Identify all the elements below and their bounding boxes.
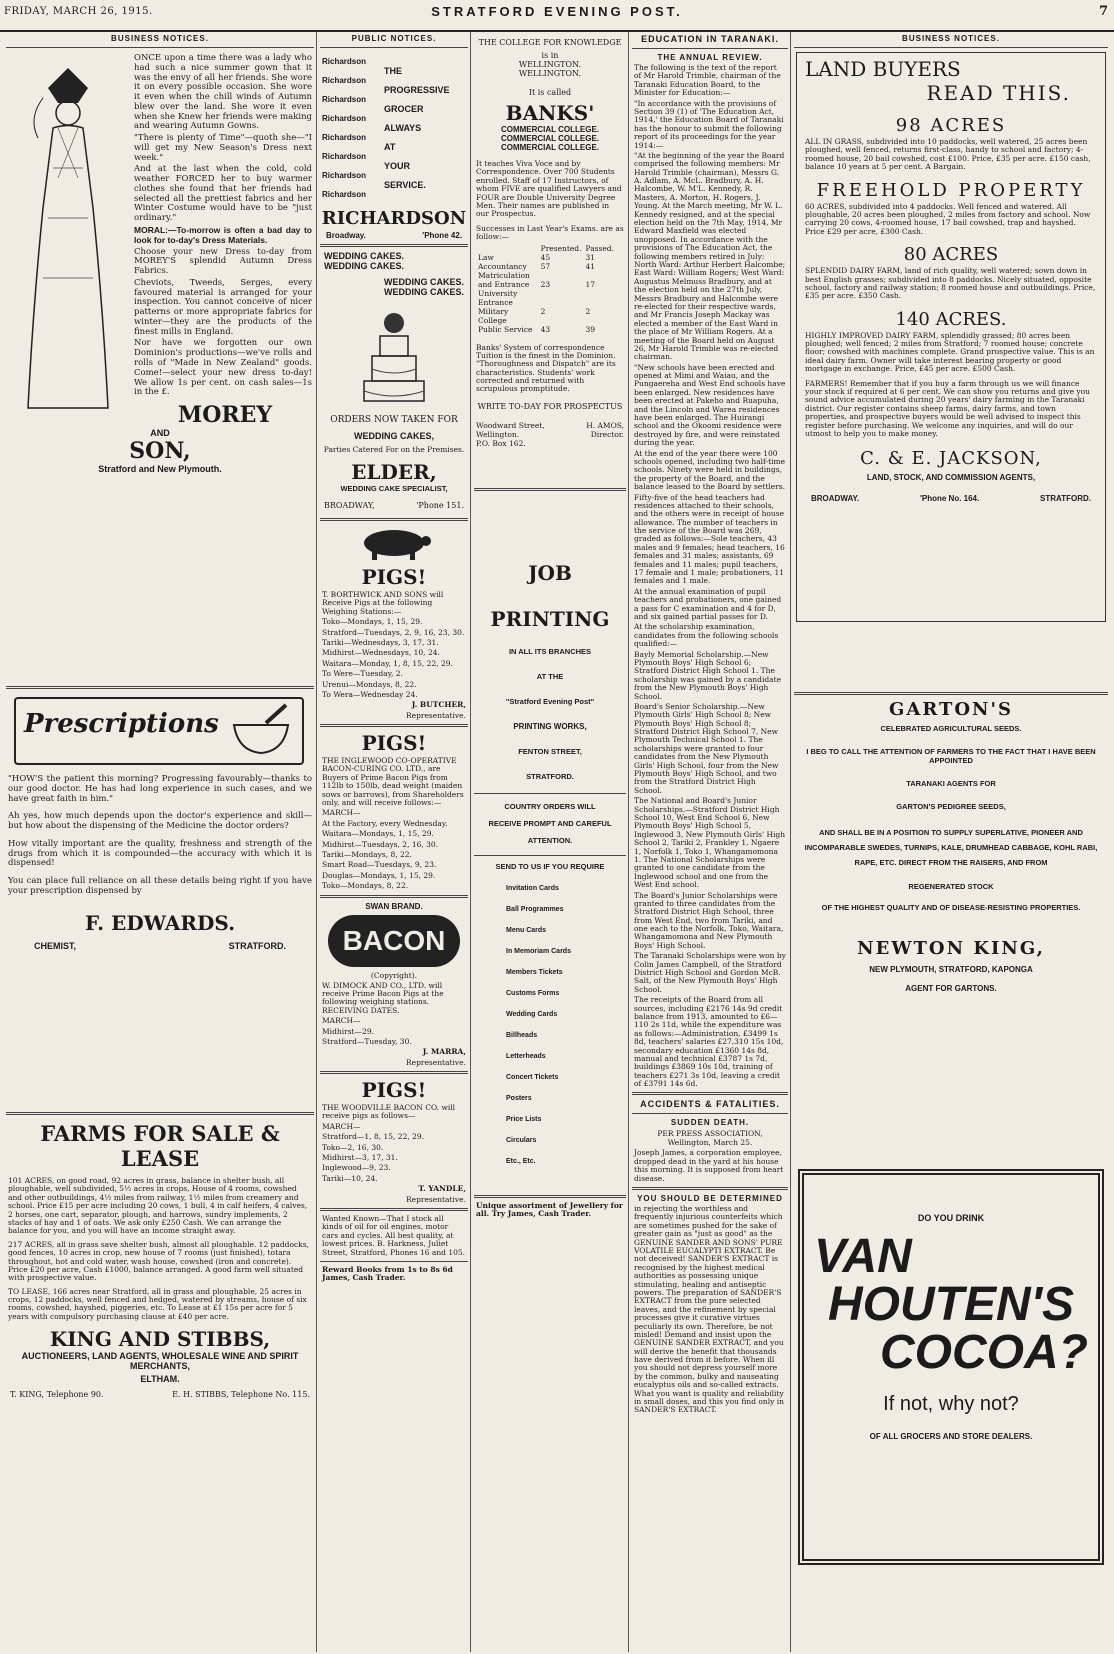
job-line: ATTENTION. [527,835,573,845]
job-item: Ball Programmes [506,905,564,913]
job-item: Etc., Etc. [506,1157,536,1165]
job-item: Price Lists [506,1115,542,1123]
cocoa-van: VAN [814,1230,912,1283]
richardson-line: ALWAYS [384,123,422,133]
education-article [630,64,790,1088]
job-item: Members Tickets [506,968,563,976]
college-t3: WELLINGTON. [518,60,582,69]
college-t5: It is called [528,88,572,97]
elder-wc: WEDDING CAKES, [353,431,434,441]
column-2 [318,32,471,1652]
pigs-row: Tariki—Wednesdays, 3, 17, 31. [322,637,439,647]
elder-advert [318,251,470,510]
garton-line: AND SHALL BE IN A POSITION TO SUPPLY SUPERLATIVE, PIONEER AND INCOMPARABLE SWEDES, TURNIPS, KALE, DRUMHEAD CABBAGE, KOHL RABI, RAPE, ETC. DIRECT FROM THE RAISERS, AND FROM [804,828,1098,867]
article-para: The following is the text of the report of Mr Harold Trimble, chairman of the Taranaki Education Board, to the Minister for Education:— [634,63,781,98]
garton-line: TARANAKI AGENTS FOR [906,779,996,788]
farm-1: 101 ACRES, on good road, 92 acres in grass, balance in shelter bush, all ploughable, well subdivided, 5½ acres in crops, House of 4 rooms, cowshed and other outbuildings, 4½ miles from railway, 1½ miles from creamery and school. Price £15 per acre including 20 cows, 1 bull, 4 in calf heifers, 4 calves, 2 horses, one cart, separator, plough, and harrows, sundry implements, 2 stacks of hay and 1 of oats. We ask only £250 Cash. We can arrange the balance for you, and you will have an income straight away. [8,1176,308,1236]
job-item: Letterheads [506,1052,546,1060]
press-association: PER PRESS ASSOCIATION, [657,1129,763,1139]
pigs-row: Urenui—Mondays, 8, 22. [322,679,417,689]
pigs-row: Toko—Mondays, 1, 15, 29. [322,617,423,627]
college-director: Director. [590,429,624,439]
article-para: "New schools have been erected and opened at Mimi and Waiau, and the Pungaereha and West End schools have been enlarged. New residences have been erected at Pakeho and Ruapuha, and the Lincoln and Warea residences have been enlarged. The Huirangi school and the Okoomi residence were destroyed by fire, and were reinstated during the year. [634,362,786,448]
job-item: Menu Cards [506,926,547,934]
section-header: BUSINESS NOTICES. [902,34,1000,43]
pigs-row: Toko—Mondays, 8, 22. [322,881,409,891]
issue-date: FRIDAY, MARCH 26, 1915. [4,6,153,17]
jackson-title-1: LAND BUYERS [805,57,961,81]
college-cc: COMMERCIAL COLLEGE. [500,125,600,134]
pigs-month: MARCH— [322,1121,361,1131]
article-para: Fifty-five of the head teachers had residences attached to their schools, and the others were in receipt of house allowance. The number of teachers in the service of the Board was 269, graded as follows:—Sole teachers, 43 males and 9 females; head teachers, 16 females and 31 males; assistants, 69 females and 11 males; pupil teachers, 17 female and 1 male; probationers, 11 females and 1 male. [634,492,785,586]
column-1 [4,32,317,1652]
farms-advert [4,1121,316,1399]
richardson-line: SERVICE. [384,180,426,190]
jackson-phone: 'Phone No. 164. [919,494,980,504]
pigs-agent: J. BUTCHER, [411,700,466,710]
bacon-month: MARCH— [322,1016,361,1026]
elder-name: ELDER, [351,460,437,484]
edwards-name: F. EDWARDS. [84,910,236,935]
morey-para-2: "There is plenty of Time"—quoth she—"I will get my New Season's Dress next week." [134,133,312,163]
college-addr: Wellington. [476,429,520,439]
pigs-row: To Were—Tuesday, 2. [322,669,403,679]
elder-h2: WEDDING CAKES. [324,261,405,271]
richardson-line: AT [384,142,396,152]
article-para: At the annual examination of pupil teachers and probationers, one gained a pass for C examination and 4 for D, and six gained partial passes for D. [634,586,782,621]
section-header: PUBLIC NOTICES. [351,34,437,43]
education-subtitle: THE ANNUAL REVIEW. [657,53,763,62]
garton-line: REGENERATED STOCK [908,882,994,891]
edwards-para-3: How vitally important are the quality, freshness and strength of the drugs from which it is compounded—the accuracy with which it is dispensed! [8,838,312,869]
richardson-line: THE [384,66,402,76]
article-para: At the end of the year there were 100 schools opened, including two half-time schools. Ninety were held in buildings, the property of the Board, and the balance leased to the Board by settlers. [634,448,786,492]
edwards-para-1: "HOW'S the patient this morning? Progressing favourably—thanks to our good doctor. He has had long experience in such cases, and we have great faith in him." [8,774,312,804]
garton-line: GARTON'S PEDIGREE SEEDS, [896,802,1006,811]
job-line: FENTON STREET, [518,746,582,756]
morey-moral: MORAL:—To-morrow is often a bad day to look for to-day's Dress Materials. [134,225,312,245]
richardson-side: Richardson [322,190,367,199]
pigs-inglewood [318,731,470,890]
college-name: BANKS' [505,101,595,125]
job-line: PRINTING WORKS, [513,721,587,731]
farms-title: FARMS FOR SALE & LEASE [40,1121,280,1171]
cocoa-grocers: OF ALL GROCERS AND STORE DEALERS. [869,1432,1033,1441]
jackson-addr: BROADWAY. [811,494,860,504]
pigs-borthwick [318,525,470,720]
cocoa-houtens: HOUTEN'S [827,1278,1075,1331]
farm-3: TO LEASE, 166 acres near Stratford, all in grass and ploughable, 25 acres in crops, 12 paddocks, well fenced and hedged, watered by streams, house of six rooms, cowshed, hayshed, piggeries, etc. To Lease at £1 15s per acre for 5 years with compulsory purchasing clause at £40 per acre. [8,1286,307,1321]
richardson-line: PROGRESSIVE [384,85,450,95]
pigs-row: Midhirst—3, 17, 31. [322,1153,398,1163]
farms-town: ELTHAM. [140,1374,180,1385]
pigs-row: Stratford—1, 8, 15, 22, 29. [322,1132,425,1142]
college-t1: THE COLLEGE FOR KNOWLEDGE [478,38,622,47]
jackson-advert [796,52,1106,622]
pigs-row: Midhirst—Wednesdays, 10, 24. [322,648,440,658]
job-item: Circulars [506,1136,537,1144]
jackson-98-acres: 98 ACRES [895,115,1007,136]
farms-firm-sub: AUCTIONEERS, LAND AGENTS, WHOLESALE WINE AND SPIRIT MERCHANTS, [21,1351,299,1372]
article-para: Board's Senior Scholarship.—New Plymouth Girls' High School 8; New Plymouth Boys' High School 8; Stratford District High School 7, New Plymouth Technical School 1. The scholarships were granted to four candidates from the New Plymouth Girls' High School, four from the New Plymouth Boys' High School, and two from the Stratford District High School. [634,701,779,795]
garton-line: OF THE HIGHEST QUALITY AND OF DISEASE-RESISTING PROPERTIES. [821,903,1081,912]
article-para: Bayly Memorial Scholarship.—New Plymouth Boys' High School 6; Stratford District High School 1. The scholarship was gained by a candidate from the New Plymouth Boys' High School. [634,649,782,701]
job-title-2: PRINTING [490,606,610,631]
college-cc: COMMERCIAL COLLEGE. [500,134,600,143]
elder-parties: Parties Catered For on the Premises. [323,445,465,454]
pigs-row: Douglas—Mondays, 1, 15, 29. [322,870,436,880]
job-item: Billheads [506,1031,538,1039]
jackson-farmers: FARMERS! Remember that if you buy a farm through us we will finance your stock if required at 6 per cent. We can show you returns and give you sound advice accumulated during 20 years' dairy farming in the Taranaki district. Our register contains sheep farms, dairy farms, and town properties, and prospective buyers would be well advised to inspect this register before purchasing. We welcome any inquiries, and will do our utmost to help you to make money. [805,378,1090,438]
wanted-known: Wanted Known—That I stock all kinds of oil for oil engines, motor cars and cycles. All best quality, at lowest prices. B. Harkness, Juliet Street, Stratford, Phones 16 and 105. [322,1213,466,1257]
pigs-month: MARCH— [322,808,361,818]
pigs-title: PIGS! [361,1078,427,1103]
accidents-title: ACCIDENTS & FATALITIES. [640,1099,780,1110]
richardson-line: YOUR [384,161,411,171]
jackson-title-2: READ THIS. [926,81,1071,105]
pigs-woodville [318,1078,470,1204]
job-item: Concert Tickets [506,1073,559,1081]
pigs-row: Inglewood—9, 23. [322,1163,391,1173]
job-line: COUNTRY ORDERS WILL [504,801,596,811]
job-line: STRATFORD. [526,771,574,781]
pigs-row: Tariki—10, 24. [322,1173,378,1183]
pigs-rep: Representative. [406,710,466,720]
elder-orders: ORDERS NOW TAKEN FOR [330,415,458,425]
richardson-side: Richardson [322,95,367,104]
elder-addr: BROADWAY, [324,501,375,510]
morey-name: MOREY [177,402,273,429]
job-line: AT THE [536,671,564,681]
edwards-para-2: Ah yes, how much depends upon the doctor's experience and skill—but how about the dispensing of the Medicine the doctor orders? [8,811,312,832]
article-para: The Taranaki Scholarships were won by Colin James Campbell, of the Stratford District High School and Gordon McB. Salt, of the New Plymouth Boys' High School. [634,951,786,994]
pigs-row: At the Factory, every Wednesday. [322,818,448,828]
edwards-chemist: CHEMIST, [34,940,77,951]
garton-subtitle: CELEBRATED AGRICULTURAL SEEDS. [880,724,1022,733]
cocoa-line-1: DO YOU DRINK [917,1213,985,1223]
morey-para-4: Choose your new Dress to-day from MOREY'S splendid Autumn Dress Fabrics. [134,246,312,277]
jackson-desc-4: HIGHLY IMPROVED DAIRY FARM, splendidly grassed; 80 acres been ploughed; well fenced; 2 miles from Stratford; 7 roomed house; concrete floor; cowshed with machines complete. Grand prospective value. This is an ideal dairy farm. Owner will take interest bearing property or good mortgage in exchange. Price, £45 per acre. £500 Cash. [805,330,1095,374]
article-para: "At the beginning of the year the Board comprised the following members: Mr Harold Trimble (chairman), Messrs G. A. Adlam, A. McL. Bradbury, A. H. Halcombe, W. M'L. Kennedy, R. Masters, A. Morton, H. Rogers, J. Young. At the March meeting, Mr W. L. Kennedy resigned, and at the special election held on the 7th May, 1914, Mr Edward Maxfield was elected unopposed. In accordance with the provisions of The Education Act, the following members retired in July: North Ward: Arthur Herbert Halcombe; East Ward: William Rogers; West Ward: Augustus Melmuss Bradbury, and at the election held on the 27th July, Messrs Bradbury and Halcombe were re-elected for their respective wards, and Mr Francis Joseph Mackay was elected a member of the East Ward in the place of Mr William Rogers. At a meeting of the Board held on August 26, Mr Harold Trimble was re-elected chairman. [634,150,786,362]
richardson-side: Richardson [322,57,367,66]
morey-and: AND [150,428,170,439]
pigs-row: Stratford—Tuesdays, 2, 9, 16, 23, 30. [322,627,465,637]
column-4 [630,32,791,1652]
job-item: Posters [506,1094,532,1102]
job-item: Invitation Cards [506,884,559,892]
pigs-row: Waitara—Mondays, 1, 15, 29. [322,829,434,839]
pigs-row: Smart Road—Tuesdays, 9, 23. [322,860,437,870]
pigs-row: Toko—2, 16, 30. [322,1142,384,1152]
jackson-140-acres: 140 ACRES. [895,308,1007,330]
cocoa-cocoa: COCOA? [880,1326,1088,1379]
elder-phone: 'Phone 151. [416,501,464,510]
job-line: "Stratford Evening Post" [505,696,595,706]
bacon-row: Stratford—Tuesday, 30. [322,1036,412,1046]
richardson-advert [322,52,466,204]
page-number: 7 [1098,4,1108,19]
lady-illustration [8,58,128,418]
college-para-2: Banks' System of correspondence Tuition is the finest in the Dominion. "Thoroughness and Dispatch" are its characteristics. Students' work corrected and returned with scrupulous promptitude. [476,342,616,394]
van-houten-advert [798,1169,1104,1565]
pigs-row: Tariki—Mondays, 8, 22. [322,849,412,859]
garton-title: GARTON'S [888,699,1014,720]
column-3 [472,32,629,1652]
jackson-sub: LAND, STOCK, AND COMMISSION AGENTS, [866,473,1036,483]
jackson-desc-1: ALL IN GRASS, subdivided into 10 paddocks, well watered, 25 acres been ploughed, well fenced, returns first-class, handy to school and factory; 4-roomed house, 20 bail cowshed, cost £100. Price, £35 per acre. £150 cash, balance 10 years at 5 per cent. A Bargain. [805,137,1091,172]
garton-agent: AGENT FOR GARTONS. [905,984,997,993]
farm-2: 217 ACRES, all in grass save shelter bush, almost all ploughable. 12 paddocks, good fences, 10 acres in crop, new house of 7 rooms (just finished), totara throughout, hot and cold water, wash house, cowshed (iron and concrete). Price £20 per acre, Cash £1000, balance arranged. A good farm well situated with prospective value. [8,1239,309,1283]
prescriptions-banner [14,697,304,765]
elder-h4: WEDDING CAKES. [383,287,464,297]
bacon-copyright: (Copyright). [370,970,418,980]
morey-advert [4,52,316,682]
education-title: EDUCATION IN TARANAKI. [641,34,779,44]
job-item: Wedding Cards [506,1010,558,1018]
morey-place: Stratford and New Plymouth. [98,464,222,475]
job-line: SEND TO US IF YOU REQUIRE [495,861,605,871]
bacon-logo: BACON [328,915,460,967]
prescriptions-text: Prescriptions [24,709,219,739]
morey-para-6: Nor have we forgotten our own Dominion's productions—we've rolls and rolls of "Made in New Zealand" goods. Come!—select your new dress to-day! We allow 1s per cent. on cash sales—1s in the £. [134,338,312,398]
garton-towns: NEW PLYMOUTH, STRATFORD, KAPONGA [869,965,1033,974]
farms-firm: KING AND STIBBS, [49,1327,271,1352]
college-write: WRITE TO-DAY FOR PROSPECTUS [477,401,623,411]
job-item: Customs Forms [506,989,560,997]
results-table: Presented. Passed. Law 45 31 Accountancy 57 41 Matriculation and Entrance University 23 17 Entrance Military College 2 2 Public Service 43 39 [478,243,614,334]
richardson-line: GROCER [384,104,424,114]
pigs-intro: THE WOODVILLE BACON CO. will receive pigs as follows— [322,1103,456,1121]
banks-college-advert [472,38,628,448]
jackson-town: STRATFORD. [1040,494,1091,504]
richardson-side: Richardson [322,171,367,180]
article-para: At the scholarship examination, candidates from the following schools qualified:— [634,622,779,649]
pigs-title: PIGS! [361,731,427,756]
job-line: RECEIVE PROMPT AND CAREFUL [488,818,612,828]
accident-text: Joseph James, a corporation employee, dropped dead in the yard at his house this morning. It is supposed from heart disease. [634,1148,784,1183]
cocoa-question: If not, why not? [883,1393,1019,1415]
college-director: H. AMOS, [586,420,624,430]
morey-para-5: Cheviots, Tweeds, Serges, every favoured material is arranged for your inspection. You cannot conceive of nicer patterns or more appropriate fabrics for winter—they are the products of the finest mills in England. [134,277,312,337]
bacon-brand: SWAN BRAND. [365,901,423,911]
job-line: IN ALL ITS BRANCHES [508,646,592,656]
pig-icon [354,525,434,561]
article-para: The receipts of the Board from all sources, including £2176 14s 9d credit balance from 1913, amounted to £6—110 2s 11d, while the expenditure was as follows:—Administration, £3499 1s 8d, teachers' salaries £27,310 15s 10d, secondary education £1360 14s 8d, manual and technical £3787 1s 7d, buildings £3869 10s 10d, training of teachers £271 3s 10d, leaving a credit of £3791 14s 6d. [634,995,784,1089]
article-para: The National and Board's Junior Scholarships.—Stratford District High School 10, West End School 6, New Plymouth Boys' High School 5, Inglewood 3, New Plymouth Girls' High School 2, Tariki 2, Frankley 1, Ngaere 1, Norfolk 1, Toko 1, Whangamomona 1. The National Scholarships were granted to one candidate from the Inglewood school and one from the West End school. [634,796,786,890]
college-addr: Woodward Street, [476,420,545,430]
pigs-agent: T. YANDLE, [418,1184,466,1194]
college-t2: is in [541,51,559,60]
newspaper-title: STRATFORD EVENING POST. [431,4,683,19]
college-addr: P.O. Box 162. [476,438,526,448]
richardson-phone: 'Phone 42. [422,231,462,240]
pigs-row: Waitara—Monday, 1, 8, 15, 22, 29. [322,658,453,668]
elder-spec: WEDDING CAKE SPECIALIST, [340,484,448,493]
elder-h3: WEDDING CAKES. [383,277,464,287]
farms-tel-1: T. KING, Telephone 90. [10,1390,104,1400]
college-successes: Successes in Last Year's Exams. are as follow:— [476,223,624,242]
jackson-freehold: FREEHOLD PROPERTY [816,179,1086,201]
accidents-subtitle: SUDDEN DEATH. [670,1118,750,1128]
pigs-title: PIGS! [361,565,427,589]
dateline: Wellington, March 25. [667,1138,753,1148]
richardson-side: Richardson [322,114,367,123]
college-cc: COMMERCIAL COLLEGE. [500,143,600,152]
pigs-row: To Wera—Wednesday 24. [322,689,418,699]
jackson-name: C. & E. JACKSON, [860,448,1042,470]
college-para-1: It teaches Viva Voce and by Correspondence. Over 700 Students enrolled. Staff of 17 Instructors, of whom FIVE are qualified Lawyers and FOUR are Double University Degree Men. Their names are published in our Prospectus. [476,159,622,219]
bacon-intro: W. DIMOCK AND CO., LTD. will receive Prime Bacon Pigs at the following weighing stations. RECEIVING DATES. [322,980,444,1015]
morey-para-3: And at the last when the cold, cold weather FORCED her to buy warmer clothes she found that her friends had selected all the prettiest fabrics and her Winter Costume would have to be "just ordinary." [134,164,312,224]
richardson-addr: Broadway. [326,231,366,240]
bacon-rep: Representative. [406,1057,466,1067]
richardson-side: Richardson [322,152,367,161]
bacon-row: Midhirst—29. [322,1026,374,1036]
jackson-desc-3: SPLENDID DAIRY FARM, land of rich quality, well watered; sown down in best English grasses; subdivided into 8 paddocks. Nicely situated, opposite school, factory and railway station; 8 roomed house and outbuildings. Price, £35 per acre. £350 Cash. [805,266,1096,301]
article-para: "In accordance with the provisions of Section 39 (1) of 'The Education Act, 1914,' the Education Board of Taranaki has the honour to submit the following report of its proceedings for the year 1914:— [634,98,784,150]
edwards-advert [4,693,316,1108]
elder-h1: WEDDING CAKES. [324,251,405,261]
job-title-1: JOB [528,560,572,585]
jackson-desc-2: 60 ACRES, subdivided into 4 paddocks. Well fenced and watered. All ploughable, 20 acres been ploughed, 2 miles from factory and school. Now carrying 20 cows, 4-roomed house, 17 bail cowshed, trap and hayshed. Price £29 per acre, £300 Cash. [805,201,1091,236]
job-printing-advert [472,561,628,1165]
bacon-agent: J. MARRA, [422,1047,466,1057]
pigs-intro: THE INGLEWOOD CO-OPERATIVE BACON-CURING CO. LTD., are Buyers of Prime Bacon Pigs from 112lb to 150lb, dead weight (maiden sows or barrows), from Shareholders only, and will receive follows:— [322,756,464,808]
richardson-name: RICHARDSON [321,208,467,229]
morey-son: SON, [129,438,191,465]
sander-title: YOU SHOULD BE DETERMINED [637,1194,783,1204]
masthead [0,0,1114,32]
pigs-row: Midhirst—Tuesdays, 2, 16, 30. [322,839,439,849]
pigs-rep: Representative. [406,1194,466,1204]
morey-para-1: ONCE upon a time there was a lady who had such a nice summer gown that it was the envy of all her friends. She wore it on every possible occasion. She wore it even when the chill winds of Autumn blew over the land. She wore it even when she Knew her friends were making and wearing Autumn Gowns. [134,53,312,132]
edwards-para-4: You can place full reliance on all these details being right if you have your prescription dispensed by [8,876,312,896]
farms-tel-2: E. H. STIBBS, Telephone No. 115. [172,1390,310,1400]
richardson-side: Richardson [322,133,367,142]
job-item: In Memoriam Cards [506,947,571,955]
article-para: The Board's Junior Scholarships were granted to three candidates from the Stratford District High School, three from West End, two from Tariki, and one each to the Norfolk, Toko, Waitara, Whangamomona and New Plymouth Boys' High School. [634,890,784,950]
edwards-town: STRATFORD. [228,940,286,951]
mortar-icon [226,703,296,759]
college-t4: WELLINGTON. [518,69,582,78]
column-5 [792,32,1110,1652]
sander-text: in rejecting the worthless and frequently injurious counterfeits which are sometimes pushed for the sake of greater gain as "just as good" as the GENUINE SANDER AND SONS' PURE VOLATILE EUCALYPTI EXTRACT. Be not deceived! SANDER'S EXTRACT is recognised by the highest medical authorities as possessing unique stimulating, healing and antiseptic powers. The preparation of SANDER'S EXTRACT from the pure selected leaves, and the refinement by special processes give it curative virtues peculiarly its own. Therefore, be not misled! Demand and insist upon the GENUINE SANDER EXTRACT, and you will derive the benefit that thousands have derived from it before. When ill you should not depress yourself more by the common, bulky and nauseating eucalyptus oils and so-called extracts. What you want is quality and reliability in small doses, and this you find only in SANDER'S EXTRACT. [634,1204,784,1415]
section-header: BUSINESS NOTICES. [111,34,209,43]
richardson-side: Richardson [322,76,367,85]
unique-jewellery: Unique assortment of Jewellery for all. Try James, Cash Trader. [476,1200,623,1219]
wedding-cake-icon [354,301,434,411]
garton-advert [792,699,1110,1109]
bacon-advert [318,902,470,1068]
reward-books: Reward Books from 1s to 8s 6d James, Cash Trader. [322,1264,453,1283]
garton-newton-king: NEWTON KING, [857,938,1045,959]
pigs-intro: T. BORTHWICK AND SONS will Receive Pigs at the following Weighing Stations:— [322,590,444,616]
jackson-80-acres: 80 ACRES [903,244,999,266]
garton-line: I BEG TO CALL THE ATTENTION OF FARMERS TO THE FACT THAT I HAVE BEEN APPOINTED [806,747,1096,765]
